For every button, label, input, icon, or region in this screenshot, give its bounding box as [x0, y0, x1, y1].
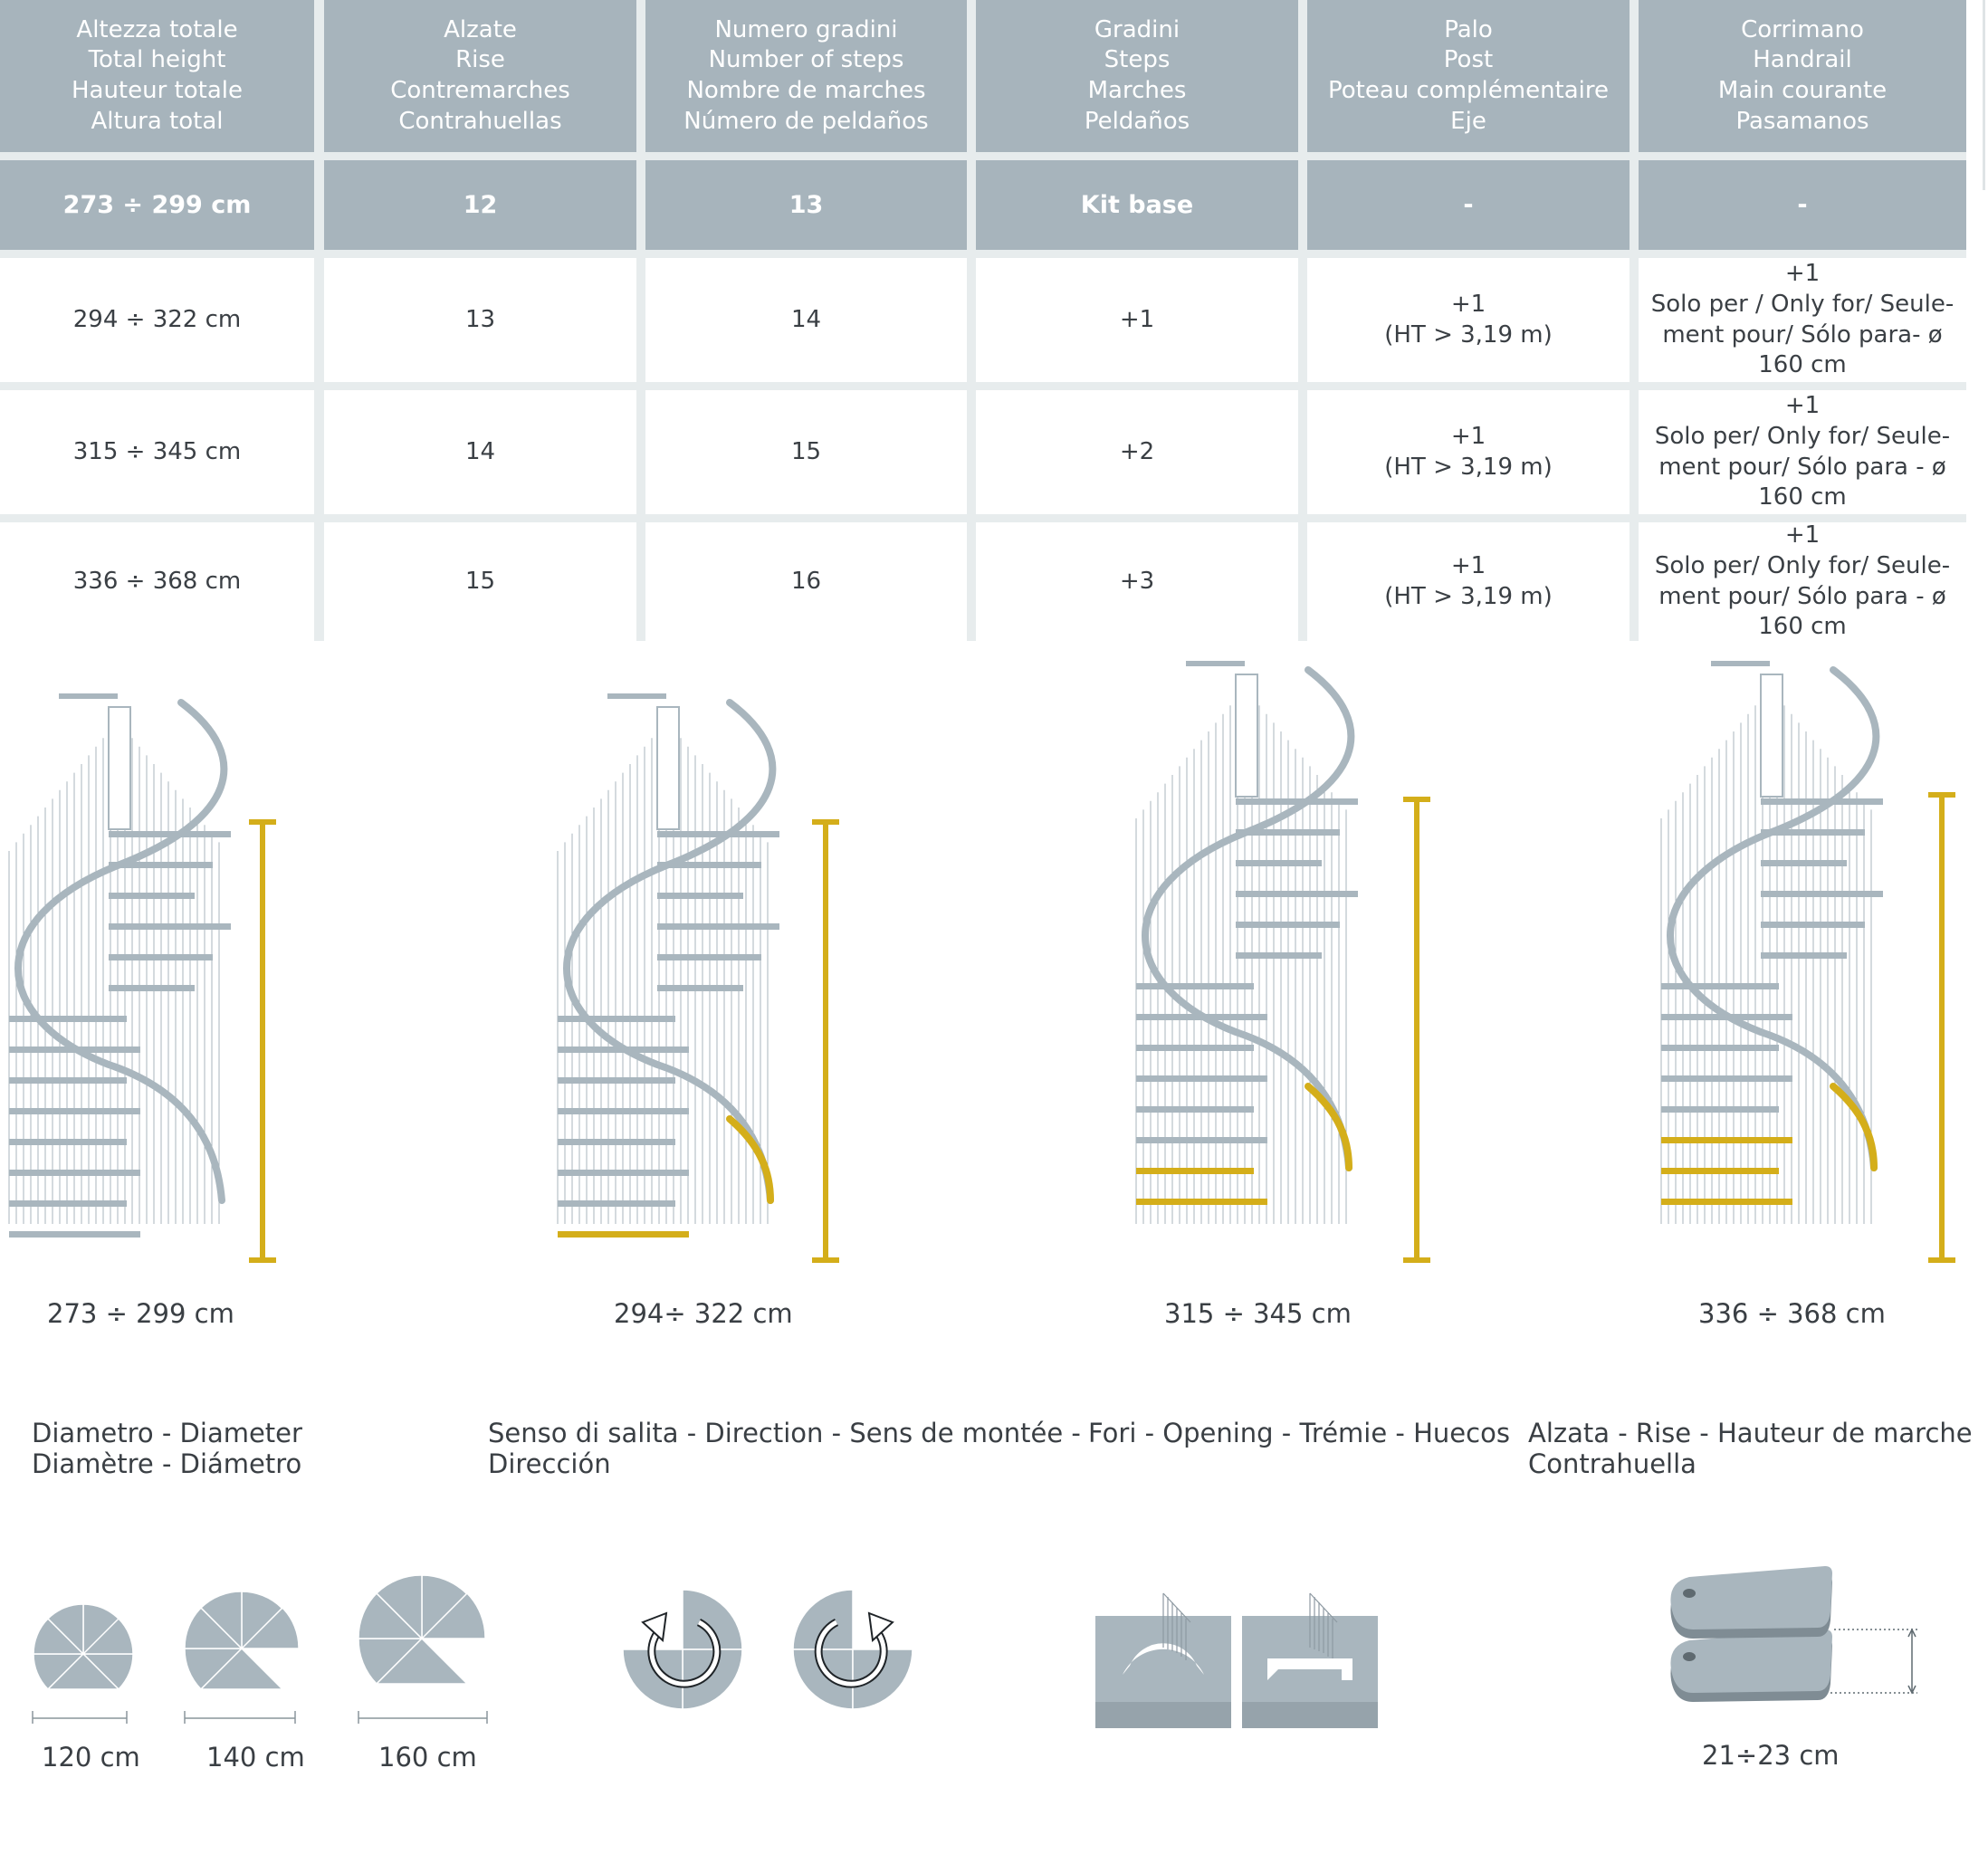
header-line: Main courante [1717, 77, 1888, 104]
rise-section-title [1528, 1418, 1973, 1479]
table-cell [1307, 390, 1630, 514]
cell-text: ment pour/ Sólo para - ø [1658, 453, 1946, 481]
cell-text: Solo per/ Only for/ Seule- [1654, 551, 1951, 579]
cell-text: (HT > 3,19 m) [1384, 320, 1553, 349]
stair-step [1661, 1199, 1792, 1205]
opening-round-icon [1095, 1593, 1233, 1729]
stair-step [1761, 891, 1883, 897]
cell-text: 315 ÷ 345 cm [72, 437, 242, 465]
center-post [1236, 674, 1257, 797]
stair-step [1761, 922, 1865, 928]
landing-rail [1711, 661, 1770, 666]
height-bar-icon [249, 822, 276, 1260]
stair-step [1236, 860, 1322, 866]
stair-step [1661, 983, 1779, 989]
header-line: Nombre de marches [686, 77, 926, 104]
page-edge-line [1983, 0, 1985, 190]
table-cell [324, 522, 636, 641]
table-cell [1639, 522, 1966, 641]
cell-text: +1 [1784, 260, 1821, 288]
header-line: Alzate [444, 15, 517, 43]
stair-step [657, 923, 779, 930]
stair-step [558, 1139, 675, 1145]
table-cell [1307, 258, 1630, 382]
spiral-staircase [9, 693, 231, 1238]
stair-drawings [0, 641, 1988, 1293]
stair-step [109, 985, 195, 991]
header-line: Contremarches [390, 77, 570, 104]
spiral-staircase [558, 693, 779, 1238]
cell-text: +1 [1784, 392, 1821, 420]
cell-text: 160 cm [1758, 483, 1847, 511]
title-line: Dirección [488, 1448, 611, 1479]
stair-height-label: 273 ÷ 299 cm [47, 1298, 234, 1329]
cell-text: 14 [790, 305, 822, 333]
header-line: Contrahuellas [398, 107, 562, 135]
base-cell-steps [976, 160, 1298, 250]
stair-step [1136, 1075, 1267, 1082]
table-cell [976, 258, 1298, 382]
direction-section-title [488, 1418, 1081, 1479]
title-line: Fori - Opening - Trémie - Huecos [1088, 1418, 1510, 1448]
table-cell [0, 522, 314, 641]
stair-step [558, 1016, 675, 1022]
stair-step [1661, 1075, 1792, 1082]
stair-step [1136, 1168, 1254, 1174]
cell-text: 14 [464, 437, 496, 465]
cell-text: Solo per/ Only for/ Seule- [1654, 422, 1951, 450]
title-line: Contrahuella [1528, 1448, 1696, 1479]
header-line: Peldaños [1084, 107, 1190, 135]
cell-text: - [1797, 191, 1808, 219]
stair-step [1136, 1106, 1254, 1113]
cell-text: 15 [464, 567, 496, 595]
header-line: Steps [1104, 46, 1171, 74]
cell-text: 15 [790, 437, 822, 465]
base-cell-number [645, 160, 967, 250]
landing-rail [59, 693, 118, 699]
base-cell-rise [324, 160, 636, 250]
header-line: Total height [88, 46, 226, 74]
header-line: Numero gradini [714, 15, 898, 43]
header-line: Altura total [91, 107, 224, 135]
stair-step [558, 1231, 689, 1238]
cell-text: Kit base [1080, 191, 1194, 219]
cell-text: 273 ÷ 299 cm [62, 191, 252, 219]
stair-step [1661, 1045, 1779, 1051]
table-cell [324, 390, 636, 514]
cell-text: 294 ÷ 322 cm [72, 305, 242, 333]
stair-step [657, 985, 743, 991]
stair-step [558, 1077, 675, 1084]
diameter-140-label: 140 cm [206, 1742, 305, 1773]
height-bar-icon [812, 822, 839, 1260]
stair-step [1661, 1137, 1792, 1143]
header-post [1307, 0, 1630, 152]
header-line: Hauteur totale [71, 77, 244, 104]
header-line: Corrimano [1741, 15, 1864, 43]
landing-rail [1186, 661, 1245, 666]
stair-step [9, 1016, 127, 1022]
cell-text: 336 ÷ 368 cm [72, 567, 242, 595]
step-rise-icon [1662, 1548, 1934, 1720]
stair-step [1236, 952, 1322, 959]
direction-clockwise-icon [789, 1586, 916, 1713]
stair-step [558, 1200, 675, 1207]
diameter-140-icon [181, 1590, 308, 1725]
stair-step [657, 893, 743, 899]
stair-step [109, 954, 213, 960]
header-line: Número de peldaños [683, 107, 929, 135]
table-cell [976, 390, 1298, 514]
stair-step [657, 954, 761, 960]
stair-step [9, 1231, 140, 1238]
cell-text: +2 [1119, 437, 1155, 465]
opening-square-icon [1242, 1593, 1380, 1729]
stair-step [1236, 922, 1340, 928]
cell-text: +3 [1119, 567, 1155, 595]
rise-value-label: 21÷23 cm [1702, 1740, 1840, 1771]
cell-text: +1 [1119, 305, 1155, 333]
header-line: Eje [1450, 107, 1486, 135]
stair-step [109, 923, 231, 930]
stair-step [1761, 860, 1847, 866]
base-cell-post [1307, 160, 1630, 250]
stair-illustrations [0, 641, 1988, 1356]
stair-step [9, 1108, 140, 1114]
table-cell [1307, 522, 1630, 641]
header-handrail [1639, 0, 1966, 152]
center-post [109, 707, 130, 829]
title-line: Alzata - Rise - Hauteur de marche [1528, 1418, 1973, 1448]
stair-step [9, 1139, 127, 1145]
cell-text: 160 cm [1758, 351, 1847, 379]
stair-step [1236, 891, 1358, 897]
stair-step [9, 1077, 127, 1084]
header-steps [976, 0, 1298, 152]
title-line: Senso di salita - Direction - Sens de montée - [488, 1418, 1081, 1448]
table-cell [0, 258, 314, 382]
stair-step [109, 893, 195, 899]
cell-text: (HT > 3,19 m) [1384, 582, 1553, 610]
table-cell [645, 522, 967, 641]
base-cell-height [0, 160, 314, 250]
cell-text: Solo per / Only for/ Seule- [1650, 290, 1955, 318]
stair-step [1661, 1106, 1779, 1113]
header-line: Altezza totale [76, 15, 238, 43]
spiral-staircase [1661, 661, 1883, 1224]
title-line: Diametro - Diameter [32, 1418, 302, 1448]
header-number-of-steps [645, 0, 967, 152]
spec-table [0, 0, 1966, 641]
cell-text: (HT > 3,19 m) [1384, 453, 1553, 481]
cell-text: 16 [790, 567, 822, 595]
title-line: Diamètre - Diámetro [32, 1448, 302, 1479]
stair-step [558, 1170, 689, 1176]
stair-step [9, 1170, 140, 1176]
stair-step [1136, 1045, 1254, 1051]
diameter-120-icon [29, 1602, 138, 1729]
stair-height-label: 294÷ 322 cm [614, 1298, 793, 1329]
stair-step [558, 1108, 689, 1114]
header-rise [324, 0, 636, 152]
cell-text: +1 [1450, 290, 1486, 318]
stair-step [1661, 1168, 1779, 1174]
center-post [1761, 674, 1783, 797]
header-line: Palo [1444, 15, 1493, 43]
diameter-section-title [32, 1418, 302, 1479]
header-line: Number of steps [708, 46, 904, 74]
diameter-160-label: 160 cm [378, 1742, 477, 1773]
stair-step [1136, 1137, 1267, 1143]
direction-counterclockwise-icon [619, 1586, 746, 1713]
height-bar-icon [1403, 799, 1430, 1260]
cell-text: 160 cm [1758, 613, 1847, 641]
base-cell-handrail [1639, 160, 1966, 250]
height-bar-icon [1928, 795, 1955, 1260]
table-cell [324, 258, 636, 382]
header-line: Gradini [1094, 15, 1180, 43]
header-line: Rise [455, 46, 505, 74]
header-total-height [0, 0, 314, 152]
opening-section-title [1088, 1418, 1510, 1448]
diameter-120-label: 120 cm [42, 1742, 140, 1773]
header-line: Handrail [1753, 46, 1852, 74]
header-line: Poteau complémentaire [1327, 77, 1610, 104]
cell-text: +1 [1450, 551, 1486, 579]
table-cell [976, 522, 1298, 641]
table-cell [645, 258, 967, 382]
header-line: Pasamanos [1735, 107, 1869, 135]
table-cell [645, 390, 967, 514]
cell-text: - [1463, 191, 1474, 219]
cell-text: ment pour/ Sólo para- ø [1662, 320, 1943, 349]
cell-text: +1 [1784, 521, 1821, 550]
table-cell [1639, 390, 1966, 514]
center-post [657, 707, 679, 829]
header-line: Marches [1087, 77, 1187, 104]
stair-height-label: 336 ÷ 368 cm [1698, 1298, 1886, 1329]
cell-text: +1 [1450, 422, 1486, 450]
stair-step [1136, 983, 1254, 989]
diameter-160-icon [355, 1573, 500, 1727]
cell-text: 13 [464, 305, 496, 333]
cell-text: 13 [789, 191, 824, 219]
cell-text: 12 [463, 191, 498, 219]
spiral-staircase [1136, 661, 1358, 1224]
landing-rail [607, 693, 666, 699]
stair-step [1761, 952, 1847, 959]
stair-height-label: 315 ÷ 345 cm [1164, 1298, 1352, 1329]
cell-text: ment pour/ Sólo para - ø [1658, 582, 1946, 610]
stair-step [1136, 1199, 1267, 1205]
header-line: Post [1443, 46, 1494, 74]
table-cell [0, 390, 314, 514]
table-cell [1639, 258, 1966, 382]
stair-step [9, 1200, 127, 1207]
